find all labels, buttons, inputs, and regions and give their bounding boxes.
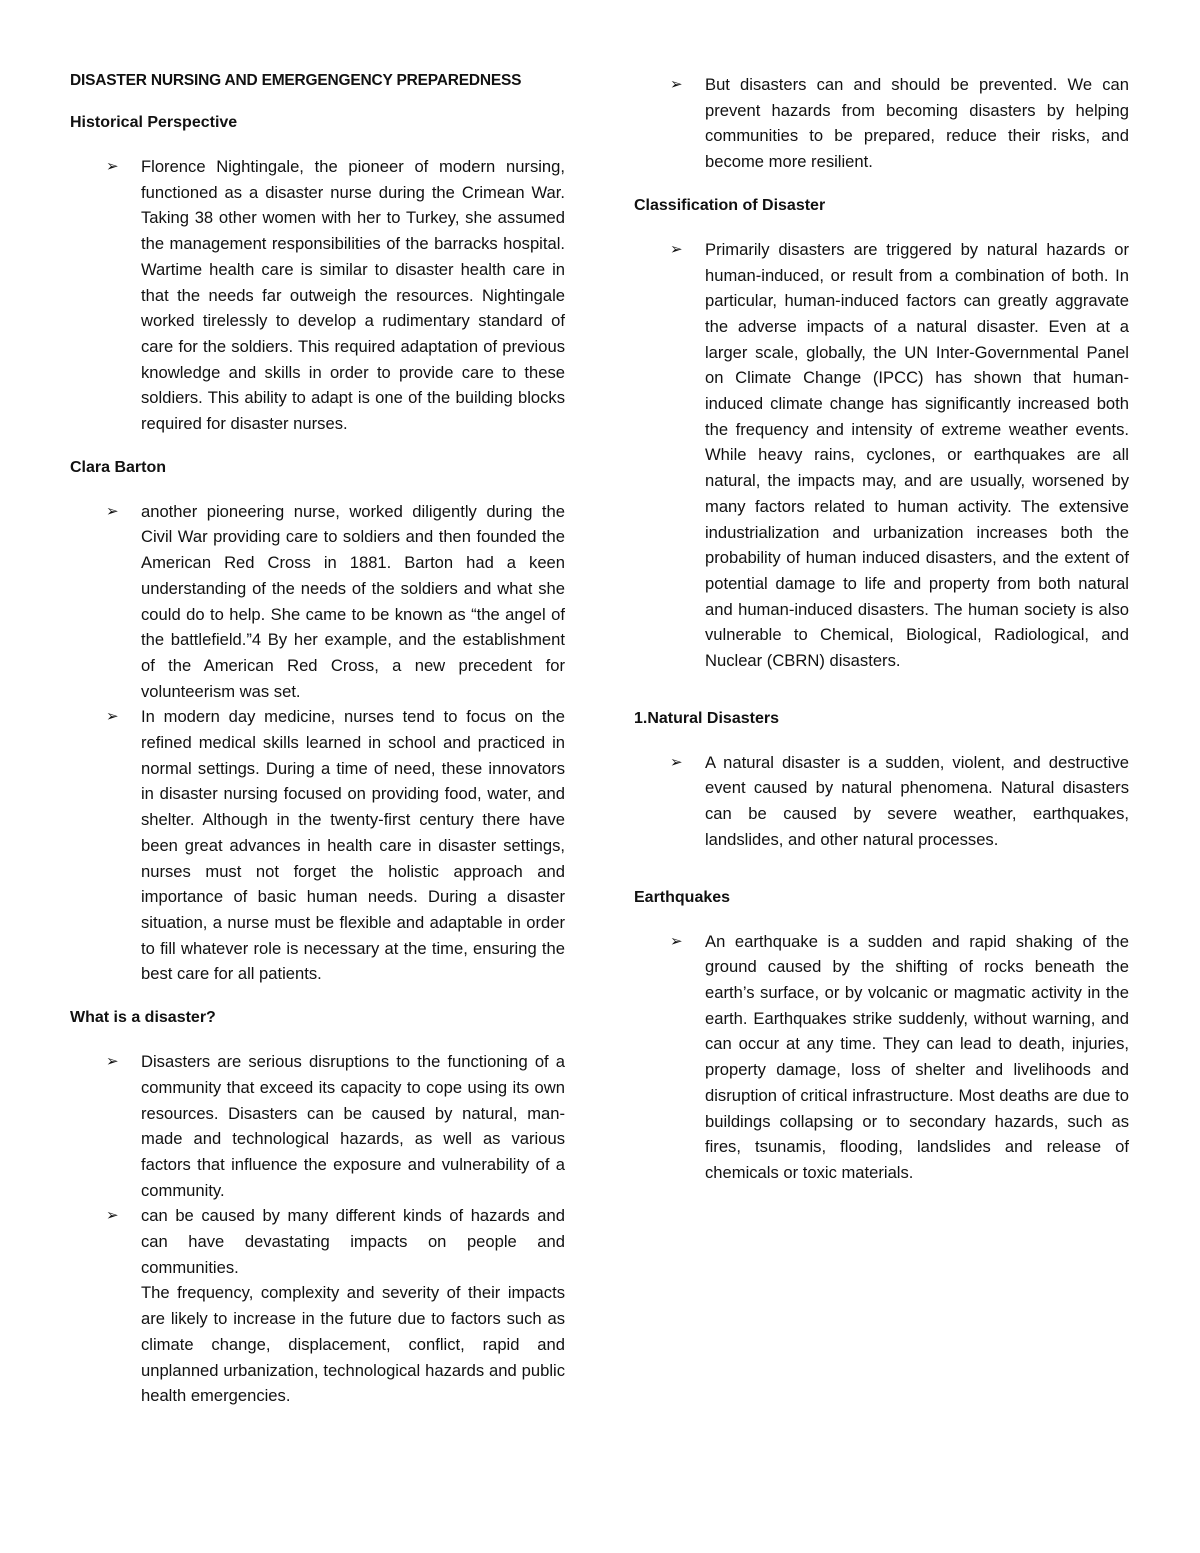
list-item (70, 704, 565, 987)
list-item (634, 929, 1129, 1186)
intro-bullet-list (634, 72, 1130, 175)
classification-bullet-list (634, 237, 1130, 674)
bullet-text: Disasters are serious disruptions to the functioning of a community that exceed its capacity to cope using its own resources. Disasters can be caused by natural, man-made and technological hazards, as well as various factors that influence the exposure and vulnerability of a community. (141, 1052, 565, 1200)
bullet-text: An earthquake is a sudden and rapid shaking of the ground caused by the shifting of rocks beneath the earth’s surface, or by volcanic or magmatic activity in the earth. Earthquakes strike suddenly, without warning, and can occur at any time. They can lead to death, injuries, property damage, loss of shelter and livelihoods and disruption of critical infrastructure. Most deaths are due to buildings collapsing or to secondary hazards, such as fires, tsunamis, flooding, landslides and release of chemicals or toxic materials. (705, 931, 1129, 1182)
heading-natural-disasters: 1.Natural Disasters (634, 709, 779, 727)
heading-historical-perspective: Historical Perspective (70, 114, 238, 131)
list-item (70, 499, 565, 705)
list-item (70, 154, 565, 437)
bullet-text: can be caused by many different kinds of hazards and can have devastating impacts on people and communities. (141, 1206, 565, 1277)
arrow-bullet-icon: ➢ (106, 1052, 119, 1071)
earthquakes-bullet-list (634, 929, 1130, 1186)
bullet-text: In modern day medicine, nurses tend to focus on the refined medical skills learned in school and practiced in normal settings. During a time of need, these innovators in disaster nursing focused on providing food, water, and shelter. Although in the twenty-first century there have been great advances in health care in disaster settings, nurses must not forget the holistic approach and importance of basic human needs. During a disaster situation, a nurse must be flexible and adaptable in order to fill whatever role is necessary at the time, ensuring the best care for all patients. (141, 707, 565, 984)
heading-what-is-a-disaster: What is a disaster? (70, 1009, 216, 1027)
spacer (634, 875, 1130, 889)
heading-earthquakes: Earthquakes (634, 888, 731, 906)
bullet-text: But disasters can and should be prevented. We can prevent hazards from becoming disasters by helping communities to be prepared, reduce their risks, and become more resilient. (705, 75, 1129, 172)
what-is-bullet-list (70, 1049, 566, 1409)
heading-clara-barton: Clara Barton (70, 458, 167, 476)
list-item (634, 750, 1129, 853)
list-item (634, 237, 1129, 674)
arrow-bullet-icon: ➢ (106, 1206, 119, 1225)
document-title: DISASTER NURSING AND EMERGENGENCY PREPAREDNESS (70, 72, 522, 89)
arrow-bullet-icon: ➢ (106, 501, 119, 520)
heading-classification-of-disaster: Classification of Disaster (634, 196, 826, 214)
clara-bullet-list (70, 499, 566, 987)
list-item (70, 1049, 565, 1203)
bullet-text: another pioneering nurse, worked diligently during the Civil War providing care to soldiers and then founded the American Red Cross in 1881. Barton had a keen understanding of the needs of the soldiers and what she could do to help. She came to be known as “the angel of the battlefield.”4 By her example, and the establishment of the American Red Cross, a new precedent for volunteerism was set. (141, 501, 565, 701)
arrow-bullet-icon: ➢ (670, 75, 683, 93)
spacer (634, 696, 1130, 710)
right-column (634, 72, 1130, 1208)
list-item (70, 1203, 565, 1409)
arrow-bullet-icon: ➢ (670, 239, 683, 258)
arrow-bullet-icon: ➢ (670, 931, 683, 950)
list-item (634, 72, 1129, 175)
bullet-text: Florence Nightingale, the pioneer of modern nursing, functioned as a disaster nurse during the Crimean War. Taking 38 other women with her to Turkey, she assumed the management responsibilities of the barracks hospital. Wartime health care is similar to disaster health care in that the needs far outweigh the resources. Nightingale worked tirelessly to develop a rudimentary standard of care for the soldiers. This required adaptation of previous knowledge and skills in order to provide care to these soldiers. This ability to adapt is one of the building blocks required for disaster nurses. (141, 157, 565, 434)
left-column (70, 72, 566, 1431)
historical-bullet-list (70, 154, 566, 437)
arrow-bullet-icon: ➢ (670, 752, 683, 771)
bullet-text: A natural disaster is a sudden, violent, and destructive event caused by natural phenomena. Natural disasters can be caused by severe weather, earthquakes, landslides, and other natural processes. (705, 752, 1129, 849)
arrow-bullet-icon: ➢ (106, 707, 119, 726)
natural-bullet-list (634, 750, 1130, 853)
arrow-bullet-icon: ➢ (106, 157, 119, 175)
bullet-text: Primarily disasters are triggered by natural hazards or human-induced, or result from a combination of both. In particular, human-induced factors can greatly aggravate the adverse impacts of a natural disaster. Even at a larger scale, globally, the UN Inter-Governmental Panel on Climate Change (IPCC) has shown that human-induced climate change has significantly increased both the frequency and intensity of extreme weather events. While heavy rains, cyclones, or earthquakes are all natural, the impacts may, and are usually, worsened by many factors related to human activity. The extensive industrialization and urbanization increases both the probability of human induced disasters, and the extent of potential damage to life and property from both natural and human-induced disasters. The human society is also vulnerable to Chemical, Biological, Radiological, and Nuclear (CBRN) disasters. (705, 239, 1129, 671)
bullet-continuation-text: The frequency, complexity and severity of their impacts are likely to increase in the future due to factors such as climate change, displacement, conflict, rapid and unplanned urbanization, technological hazards and public health emergencies. (141, 1283, 565, 1406)
